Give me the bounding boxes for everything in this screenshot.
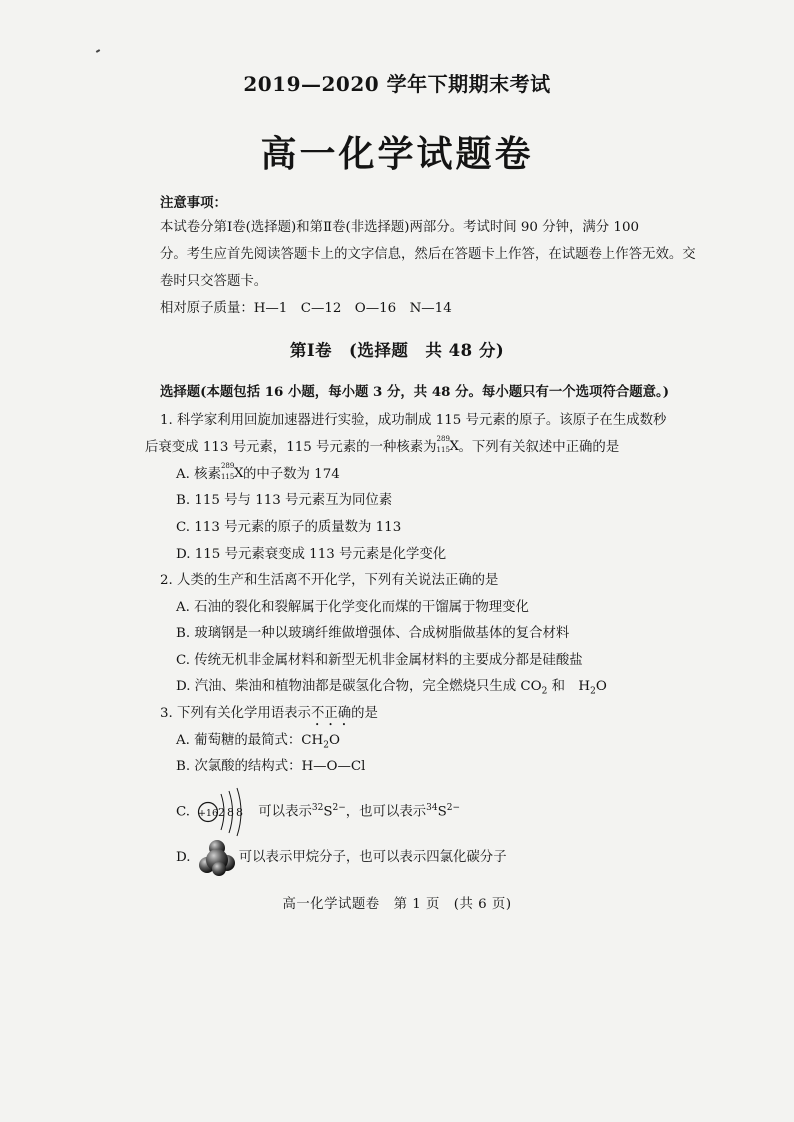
q1-stem-line-2 (145, 436, 619, 457)
q2-option-a: A. 石油的裂化和裂解属于化学变化而煤的干馏属于物理变化 (176, 600, 529, 615)
q1-a-nuclide-z: 115 (220, 472, 235, 481)
q3-c-ion-2: S (437, 804, 447, 820)
q1-a-nuclide (220, 461, 244, 484)
q1-option-d: D. 115 号元素衰变成 113 号元素是化学变化 (176, 547, 447, 562)
q3-stem (160, 702, 378, 729)
q3-option-c (176, 783, 460, 837)
q1-a-after: 的中子数为 174 (242, 467, 340, 482)
section-title: 第Ⅰ卷 (选择题 共 48 分) (289, 341, 505, 360)
page-footer: 高一化学试题卷 第 1 页 (共 6 页) (282, 897, 512, 912)
q2-d-sub-1: 2 (541, 686, 548, 697)
q3-option-b: B. 次氯酸的结构式：H—O—Cl (176, 759, 366, 774)
q2-stem: 2. 人类的生产和生活离不开化学，下列有关说法正确的是 (160, 573, 499, 588)
atom-electron-shells: 288 (218, 805, 246, 819)
q3-c-charge-1: 2− (332, 803, 346, 813)
q3-stem-after: 的是 (351, 706, 378, 721)
q3-d-label: D. (176, 850, 191, 865)
q2-option-b: B. 玻璃钢是一种以玻璃纤维做增强体、合成树脂做基体的复合材料 (176, 626, 570, 641)
q1-nuclide (436, 434, 460, 457)
q3-c-mass-1: 32 (311, 803, 324, 813)
q1-a-before: A. 核素 (176, 467, 221, 482)
q1-nuclide-mass: 289 (436, 434, 450, 443)
q3-c-mass-2: 34 (426, 803, 438, 813)
q1-stem-after: 。下列有关叙述中正确的是 (458, 440, 620, 455)
q2-d-sub-2: 2 (590, 686, 596, 697)
atomic-masses: 相对原子质量：H—1 C—12 O—16 N—14 (160, 301, 452, 316)
q1-nuclide-symbol: X (449, 438, 460, 454)
q3-stem-emphasis: 不正确 (310, 706, 352, 721)
q3-a-sub: 2 (323, 740, 329, 751)
q1-a-nuclide-symbol: X (233, 465, 244, 481)
q1-option-c: C. 113 号元素的原子的质量数为 113 (176, 520, 402, 535)
exam-title: 2019—2020 学年下期期末考试 (243, 72, 551, 96)
q2-option-d (176, 675, 607, 697)
q3-option-d (176, 836, 507, 880)
q3-a-after: O (328, 733, 340, 748)
q3-c-label: C. (176, 804, 191, 820)
q3-c-text-1: 可以表示 (258, 804, 312, 820)
atom-nucleus-charge: +16 (198, 807, 219, 819)
q3-a-before: A. 葡萄糖的最简式：CH (176, 733, 324, 748)
section-instructions: 选择题(本题包括 16 小题，每小题 3 分，共 48 分。每小题只有一个选项符合题意。) (160, 384, 670, 400)
q2-d-before: D. 汽油、柴油和植物油都是碳氢化合物，完全燃烧只生成 CO (176, 679, 542, 694)
notice-line-3: 卷时只交答题卡。 (160, 274, 268, 289)
space-filling-molecule-model (197, 838, 237, 878)
q1-option-a (176, 463, 340, 484)
notice-heading: 注意事项： (160, 195, 227, 211)
q1-option-b: B. 115 号与 113 号元素互为同位素 (176, 493, 393, 508)
notice-line-2: 分。考生应首先阅读答题卡上的文字信息，然后在答题卡上作答，在试题卷上作答无效。交 (160, 247, 696, 262)
q2-option-c: C. 传统无机非金属材料和新型无机非金属材料的主要成分都是硅酸盐 (176, 653, 583, 668)
q2-d-mid: 和 H (547, 679, 591, 694)
scan-speck (96, 49, 100, 53)
q3-c-charge-2: 2− (446, 803, 461, 813)
q2-d-after: O (595, 679, 607, 694)
q1-nuclide-z: 115 (436, 445, 450, 454)
sulfur-ion-structure-diagram (196, 787, 252, 837)
q1-stem-before: 后衰变成 113 号元素，115 号元素的一种核素为 (145, 440, 437, 455)
q1-stem-line-1: 1. 科学家利用回旋加速器进行实验，成功制成 115 号元素的原子。该原子在生成数秒 (160, 413, 667, 428)
notice-line-1: 本试卷分第Ⅰ卷(选择题)和第Ⅱ卷(非选择题)两部分。考试时间 90 分钟，满分 100 (160, 220, 639, 235)
q3-stem-before: 3. 下列有关化学用语表示 (160, 706, 311, 721)
q3-option-a (176, 729, 340, 751)
q3-d-text: 可以表示甲烷分子，也可以表示四氯化碳分子 (238, 850, 507, 865)
q1-a-nuclide-mass: 289 (220, 461, 235, 470)
q3-c-text-2: ，也可以表示 (345, 804, 427, 820)
q3-c-ion-1: S (323, 804, 333, 820)
page-title: 高一化学试题卷 (260, 133, 534, 175)
